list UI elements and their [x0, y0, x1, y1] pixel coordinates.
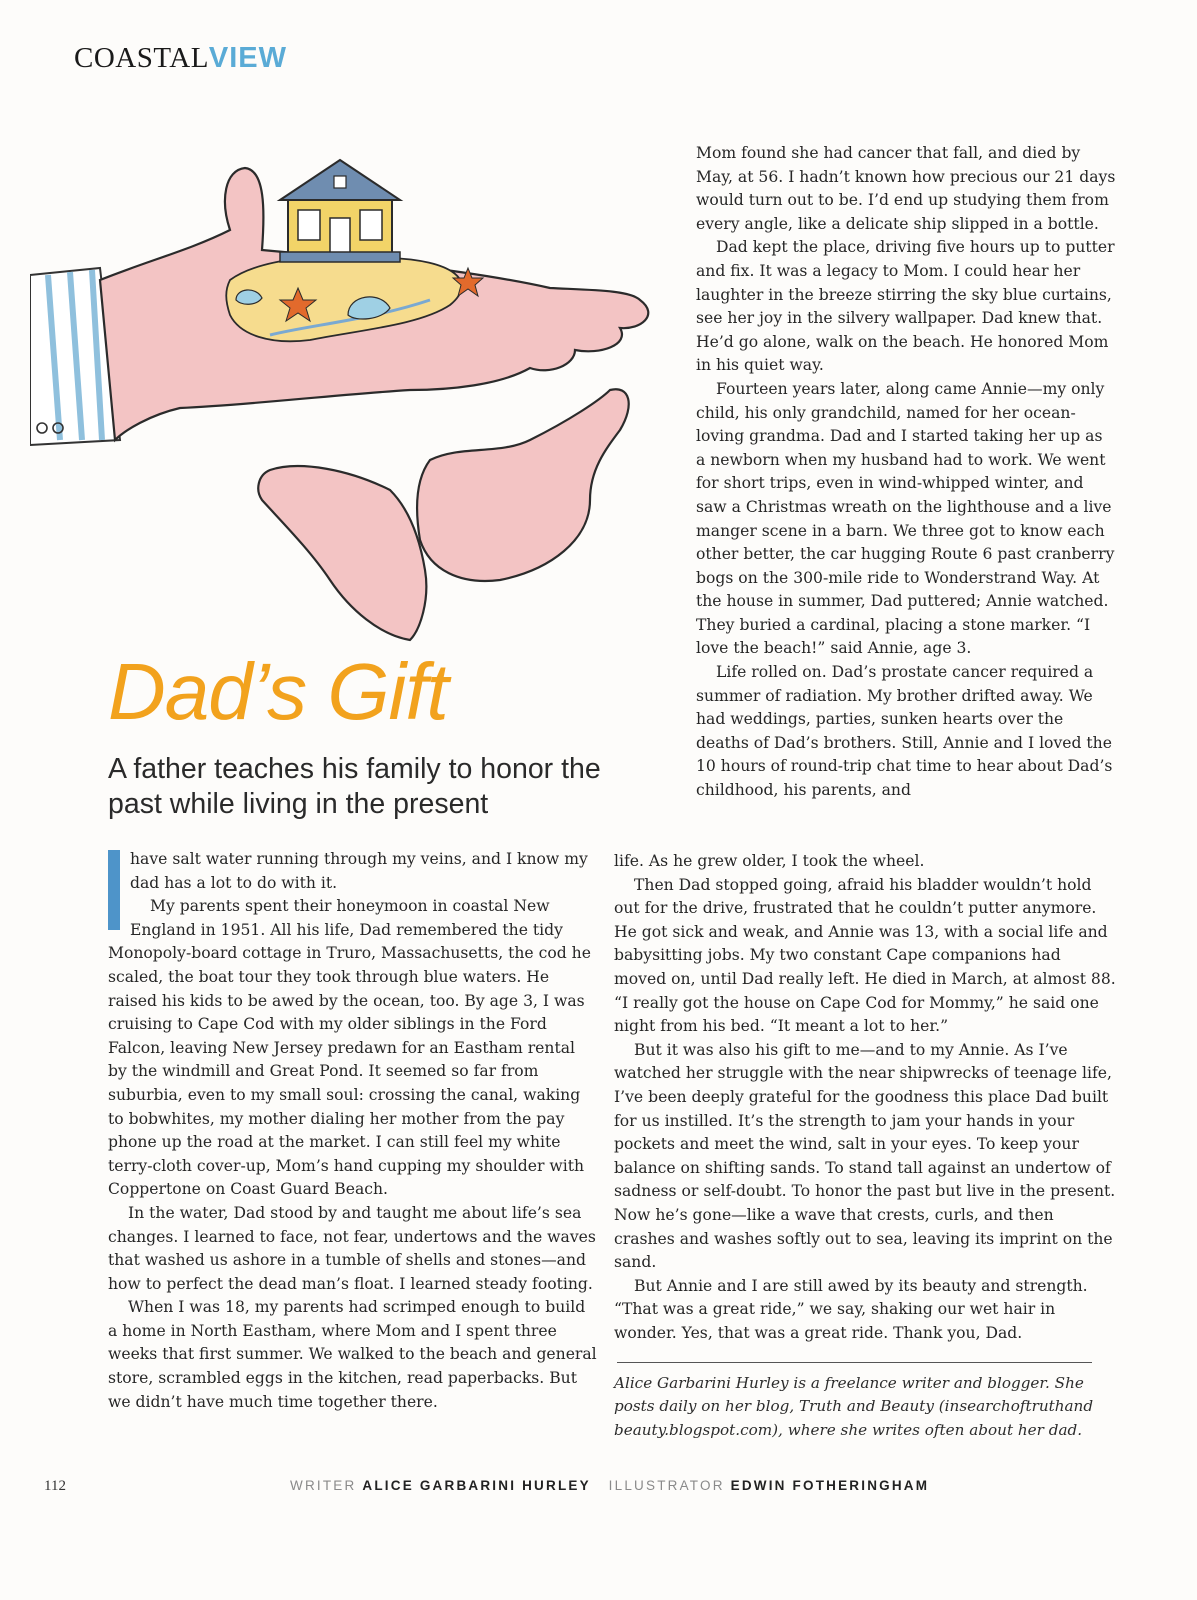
body-column-left [108, 848, 598, 1414]
body-paragraph: When I was 18, my parents had scrimped enough to build a home in North Eastham, where Mom and I spent three weeks that first summer. We walked to the beach and general store, scrambled eggs in the kitchen, read paperbacks. But we didn’t have much time together there. [108, 1298, 597, 1411]
body-paragraph: Fourteen years later, along came Annie—my only child, his only grandchild, named for her ocean-loving grandma. Dad and I started taking her up as a newborn when my husband had to work. We went for short trips, even in wind-whipped winter, and saw a Christmas wreath on the lighthouse and a live manger scene in a barn. We three got to know each other better, the car hugging Route 6 past cranberry bogs on the 300-mile ride to Wonderstrand Way. At the house in summer, Dad puttered; Annie watched. They buried a cardinal, placing a stone marker. “I love the beach!” said Annie, age 3. [696, 379, 1115, 658]
author-bio: Alice Garbarini Hurley is a freelance writer and blogger. She posts daily on her blog, Truth and Beauty (insearchoftruthand beauty.blogspot.com), where she writes often about her dad. [614, 1374, 1094, 1439]
body-paragraph: But it was also his gift to me—and to my Annie. As I’ve watched her struggle with the near shipwrecks of teenage life, I’ve been deeply grateful for the goodness this place Dad built for us instilled. It’s the strength to jam your hands in your pockets and meet the wind, salt in your eyes. To keep your balance on shifting sands. To stand tall against an undertow of sadness or self-doubt. To honor the past but live in the present. Now he’s gone—like a wave that crests, curls, and then crashes and washes softly out to sea, leaving its imprint on the sand. [614, 1040, 1116, 1272]
body-paragraph: Life rolled on. Dad’s prostate cancer required a summer of radiation. My brother drifted away. We had weddings, parties, sunken hearts over the deaths of Dad’s brothers. Still, Annie and I loved the 10 hours of round-trip chat time to hear about Dad’s childhood, his parents, and [696, 663, 1113, 800]
writer-name: ALICE GARBARINI HURLEY [362, 1478, 591, 1493]
body-paragraph: life. As he grew older, I took the wheel. [614, 852, 925, 870]
body-paragraph: But Annie and I are still awed by its beauty and strength. “That was a great ride,” we say, shaking our wet hair in wonder. Yes, that was a great ride. Thank you, Dad. [614, 1276, 1088, 1342]
credits-line [290, 1478, 929, 1493]
article-dek: A father teaches his family to honor the past while living in the present [108, 753, 601, 820]
body-paragraph: Dad kept the place, driving five hours up to putter and fix. It was a legacy to Mom. I could hear her laughter in the breeze stirring the sky blue curtains, see her joy in the silvery wallpaper. Dad knew that. He’d go alone, walk on the beach. He honored Mom in his quiet way. [696, 238, 1115, 375]
section-label-view: VIEW [208, 42, 288, 74]
page-number: 112 [44, 1478, 66, 1494]
article-title: Dad’s Gift [108, 647, 448, 736]
body-column-right-bottom [614, 850, 1116, 1345]
illustrator-label: ILLUSTRATOR [608, 1478, 725, 1493]
writer-label: WRITER [290, 1478, 357, 1493]
dropcap [108, 850, 120, 930]
body-paragraph: have salt water running through my veins, and I know my dad has a lot to do with it. [108, 848, 598, 895]
bio-divider [617, 1362, 1092, 1363]
lower-hand-left [258, 466, 426, 640]
body-paragraph: My parents spent their honeymoon in coastal New England in 1951. All his life, Dad remembered the tidy Monopoly-board cottage in Truro, Massachusetts, the cod he scaled, the boat tour they took through blue waters. He raised his kids to be awed by the ocean, too. By age 3, I was cruising to Cape Cod with my older siblings in the Ford Falcon, leaving New Jersey predawn for an Eastham rental by the windmill and Great Pond. It seemed so far from suburbia, even to my small soul: crossing the canal, waking to bobwhites, my mother dialing her mother from the pay phone up the road at the market. I can still feel my white terry-cloth cover-up, Mom’s hand cupping my shoulder with Coppertone on Coast Guard Beach. [108, 897, 591, 1199]
body-column-right-top [696, 142, 1116, 803]
section-label-coastal: COASTAL [74, 42, 209, 74]
cottage-icon [280, 160, 400, 262]
section-header [74, 40, 287, 75]
body-paragraph: Mom found she had cancer that fall, and died by May, at 56. I hadn’t known how precious our 21 days would turn out to be. I’d end up studying them from every angle, like a delicate ship slipped in a bottle. [696, 144, 1116, 233]
lower-hand-right [417, 389, 629, 581]
illustration-hands-cottage [30, 140, 670, 660]
body-paragraph: Then Dad stopped going, afraid his bladder wouldn’t hold out for the drive, frustrated that he couldn’t putter anymore. He got sick and weak, and Annie was 13, with a social life and babysitting jobs. My two constant Cape companions had moved on, until Dad really left. He died in March, at almost 88. “I really got the house on Cape Cod for Mommy,” he said one night from his bed. “It meant a lot to her.” [614, 875, 1116, 1036]
illustrator-name: EDWIN FOTHERINGHAM [730, 1478, 930, 1493]
body-paragraph: In the water, Dad stood by and taught me about life’s sea changes. I learned to face, not fear, undertows and the waves that washed us ashore in a tumble of shells and stones—and how to perfect the dead man’s float. I learned steady footing. [108, 1203, 596, 1293]
